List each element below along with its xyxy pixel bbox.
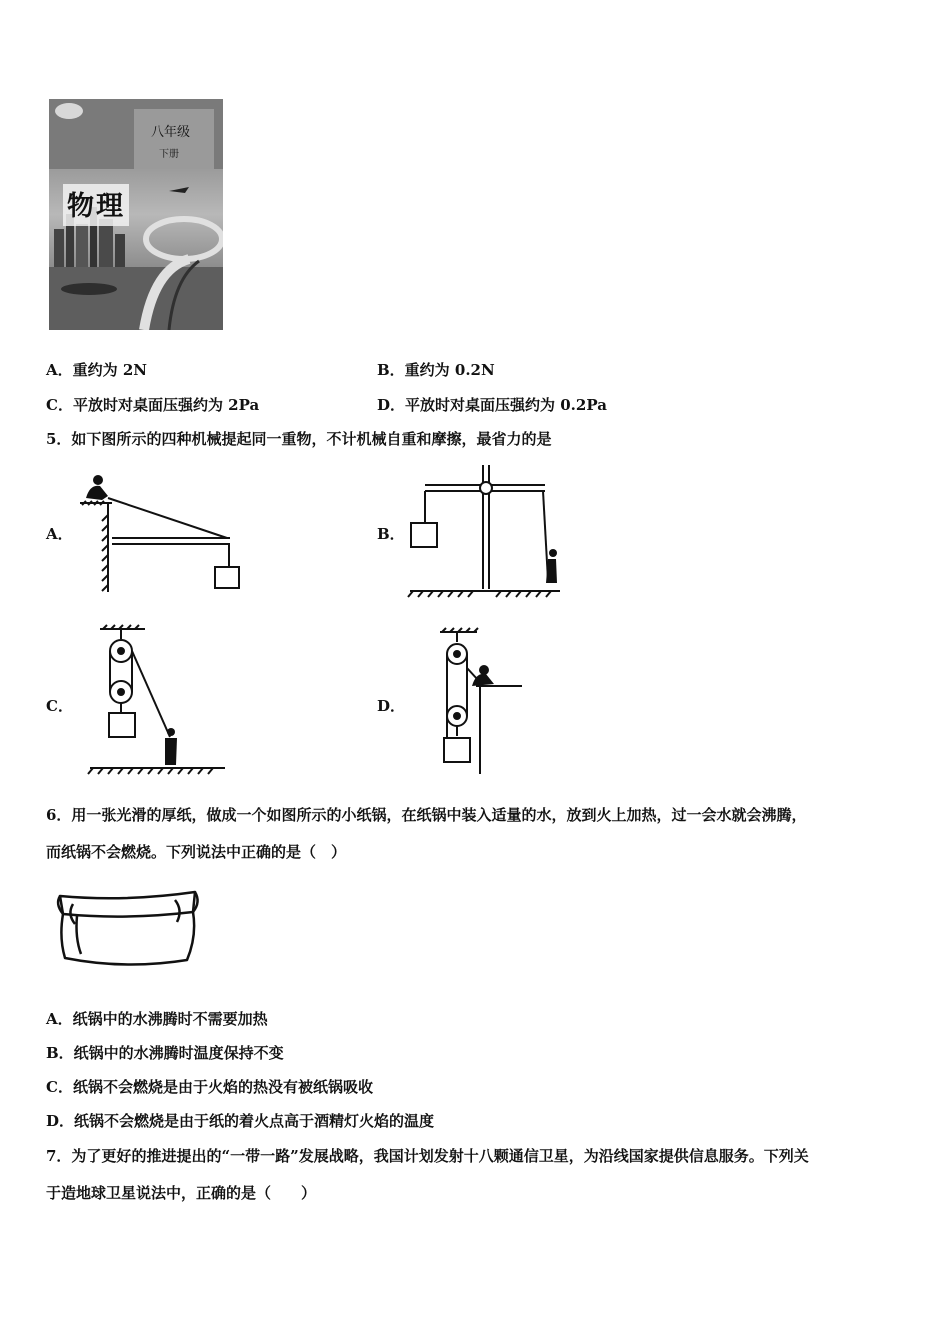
q5-label-a: A．	[46, 525, 73, 543]
person-icon	[546, 549, 557, 583]
q6-option-a: A．纸锅中的水沸腾时不需要加热	[46, 1010, 268, 1028]
q5-figure-c-pulley-block	[85, 625, 235, 775]
book-subject-title: 物理	[67, 191, 125, 222]
q5-figure-b-wheel-axle	[405, 465, 565, 600]
person-icon	[165, 728, 177, 765]
q5-label-b: B．	[377, 525, 405, 543]
q5-stem: 5．如下图所示的四种机械提起同一重物，不计机械自重和摩擦，最省力的是	[46, 430, 552, 448]
q6-stem-line-1: 6．用一张光滑的厚纸，做成一个如图所示的小纸锅，在纸锅中装入适量的水，放到火上加热，过一会水就会沸腾，	[46, 806, 807, 824]
person-icon	[472, 665, 494, 686]
q5-figure-d-pulley	[432, 628, 532, 778]
q4-option-c: C．平放时对桌面压强约为 2Pa	[46, 396, 260, 414]
book-grade: 八年级	[151, 125, 191, 140]
q4-option-b: B．重约为 0.2N	[377, 361, 495, 379]
q4-option-d: D．平放时对桌面压强约为 0.2Pa	[377, 396, 607, 414]
q5-label-c: C．	[46, 697, 73, 715]
person-icon	[86, 475, 108, 500]
q6-paper-pot-figure	[55, 888, 205, 973]
q6-stem-line-2: 而纸锅不会燃烧。下列说法中正确的是（ ）	[46, 843, 347, 861]
q5-figure-a-lever	[72, 470, 252, 595]
q7-stem-line-2: 于造地球卫星说法中，正确的是（ ）	[46, 1184, 317, 1202]
textbook-cover-image	[49, 99, 223, 330]
q6-option-c: C．纸锅不会燃烧是由于火焰的热没有被纸锅吸收	[46, 1078, 373, 1096]
q6-option-b: B．纸锅中的水沸腾时温度保持不变	[46, 1044, 284, 1062]
book-volume: 下册	[159, 149, 179, 160]
q6-option-d: D．纸锅不会燃烧是由于纸的着火点高于酒精灯火焰的温度	[46, 1112, 435, 1130]
q4-option-a: A．重约为 2N	[46, 361, 148, 379]
q5-label-d: D．	[377, 697, 406, 715]
q7-stem-line-1: 7．为了更好的推进提出的“一带一路”发展战略，我国计划发射十八颗通信卫星，为沿线国家提供信息服务。下列关	[46, 1147, 809, 1165]
